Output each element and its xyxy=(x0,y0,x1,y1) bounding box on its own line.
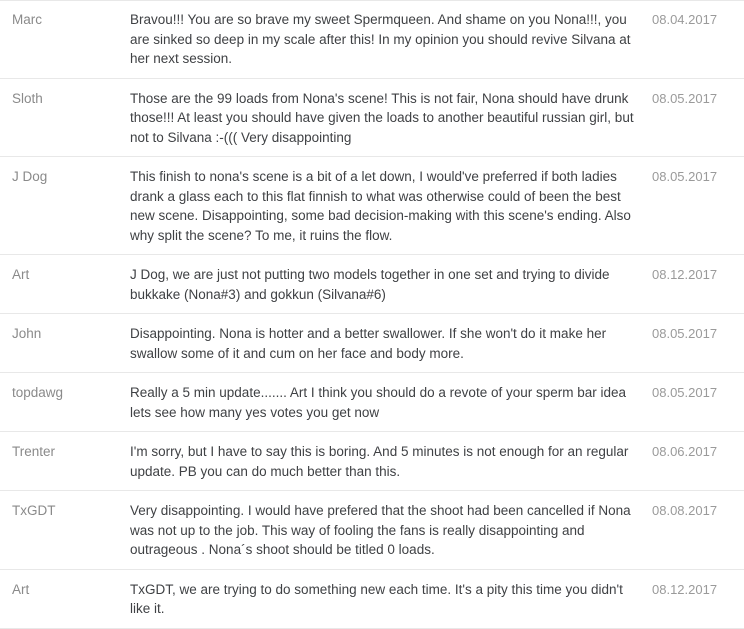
comment-row xyxy=(0,255,744,314)
comment-row xyxy=(0,314,744,373)
comment-date: 08.06.2017 xyxy=(652,444,718,459)
comment-date: 08.12.2017 xyxy=(652,267,718,282)
comment-body: This finish to nona's scene is a bit of a let down, I would've preferred if both ladies drank a glass each to this flat finnish to what was otherwise could of been the best new scene. Disappointing, some bad decision-making with this scene's ending. Also why split the scene? To me, it ruins the flow. xyxy=(130,169,631,243)
comment-author: Art xyxy=(12,581,30,597)
comment-date: 08.08.2017 xyxy=(652,503,718,518)
comment-body: Bravou!!! You are so brave my sweet Spermqueen. And shame on you Nona!!!, you are sinked so deep in my scale after this! In my opinion you should revive Silvana at her next session. xyxy=(130,12,631,66)
comment-date: 08.05.2017 xyxy=(652,385,718,400)
comment-date: 08.05.2017 xyxy=(652,90,718,106)
comment-body: Really a 5 min update....... Art I think you should do a revote of your sperm bar idea lets see how many yes votes you get now xyxy=(130,385,627,420)
comment-author: Art xyxy=(12,267,30,282)
comment-row xyxy=(0,79,744,158)
comment-body: Disappointing. Nona is hotter and a better swallower. If she won't do it make her swallow some of it and cum on her face and body more. xyxy=(130,326,607,361)
comment-body: Those are the 99 loads from Nona's scene! This is not fair, Nona should have drunk those!!! At least you should have given the loads to another beautiful russian girl, but not to Silvana :-((( Very disappointing xyxy=(130,90,634,145)
comment-date: 08.12.2017 xyxy=(652,581,718,597)
comment-row xyxy=(0,491,744,570)
comment-body: J Dog, we are just not putting two models together in one set and trying to divide bukkake (Nona#3) and gokkun (Silvana#6) xyxy=(130,267,610,302)
comment-row xyxy=(0,373,744,432)
comment-body: TxGDT, we are trying to do something new each time. It's a pity this time you didn't like it. xyxy=(130,581,623,616)
comment-author: J Dog xyxy=(12,169,48,184)
comment-body: Very disappointing. I would have prefered that the shoot had been cancelled if Nona was not up to the job. This way of fooling the fans is really disappointing and outrageous . Nona´s shoot should be titled 0 loads. xyxy=(130,503,631,557)
comment-author: Marc xyxy=(12,12,42,27)
comment-author: John xyxy=(12,326,42,341)
comment-body: I'm sorry, but I have to say this is boring. And 5 minutes is not enough for an regular update. PB you can do much better than this. xyxy=(130,444,629,479)
comment-row xyxy=(0,432,744,491)
comment-author: topdawg xyxy=(12,385,64,400)
comment-date: 08.04.2017 xyxy=(652,12,718,27)
comment-author: TxGDT xyxy=(12,503,56,518)
comment-author: Sloth xyxy=(12,90,43,106)
comment-date: 08.05.2017 xyxy=(652,169,718,184)
comment-date: 08.05.2017 xyxy=(652,326,718,341)
comment-row xyxy=(0,157,744,255)
comment-row xyxy=(0,570,744,629)
comment-author: Trenter xyxy=(12,444,56,459)
comment-row xyxy=(0,0,744,79)
